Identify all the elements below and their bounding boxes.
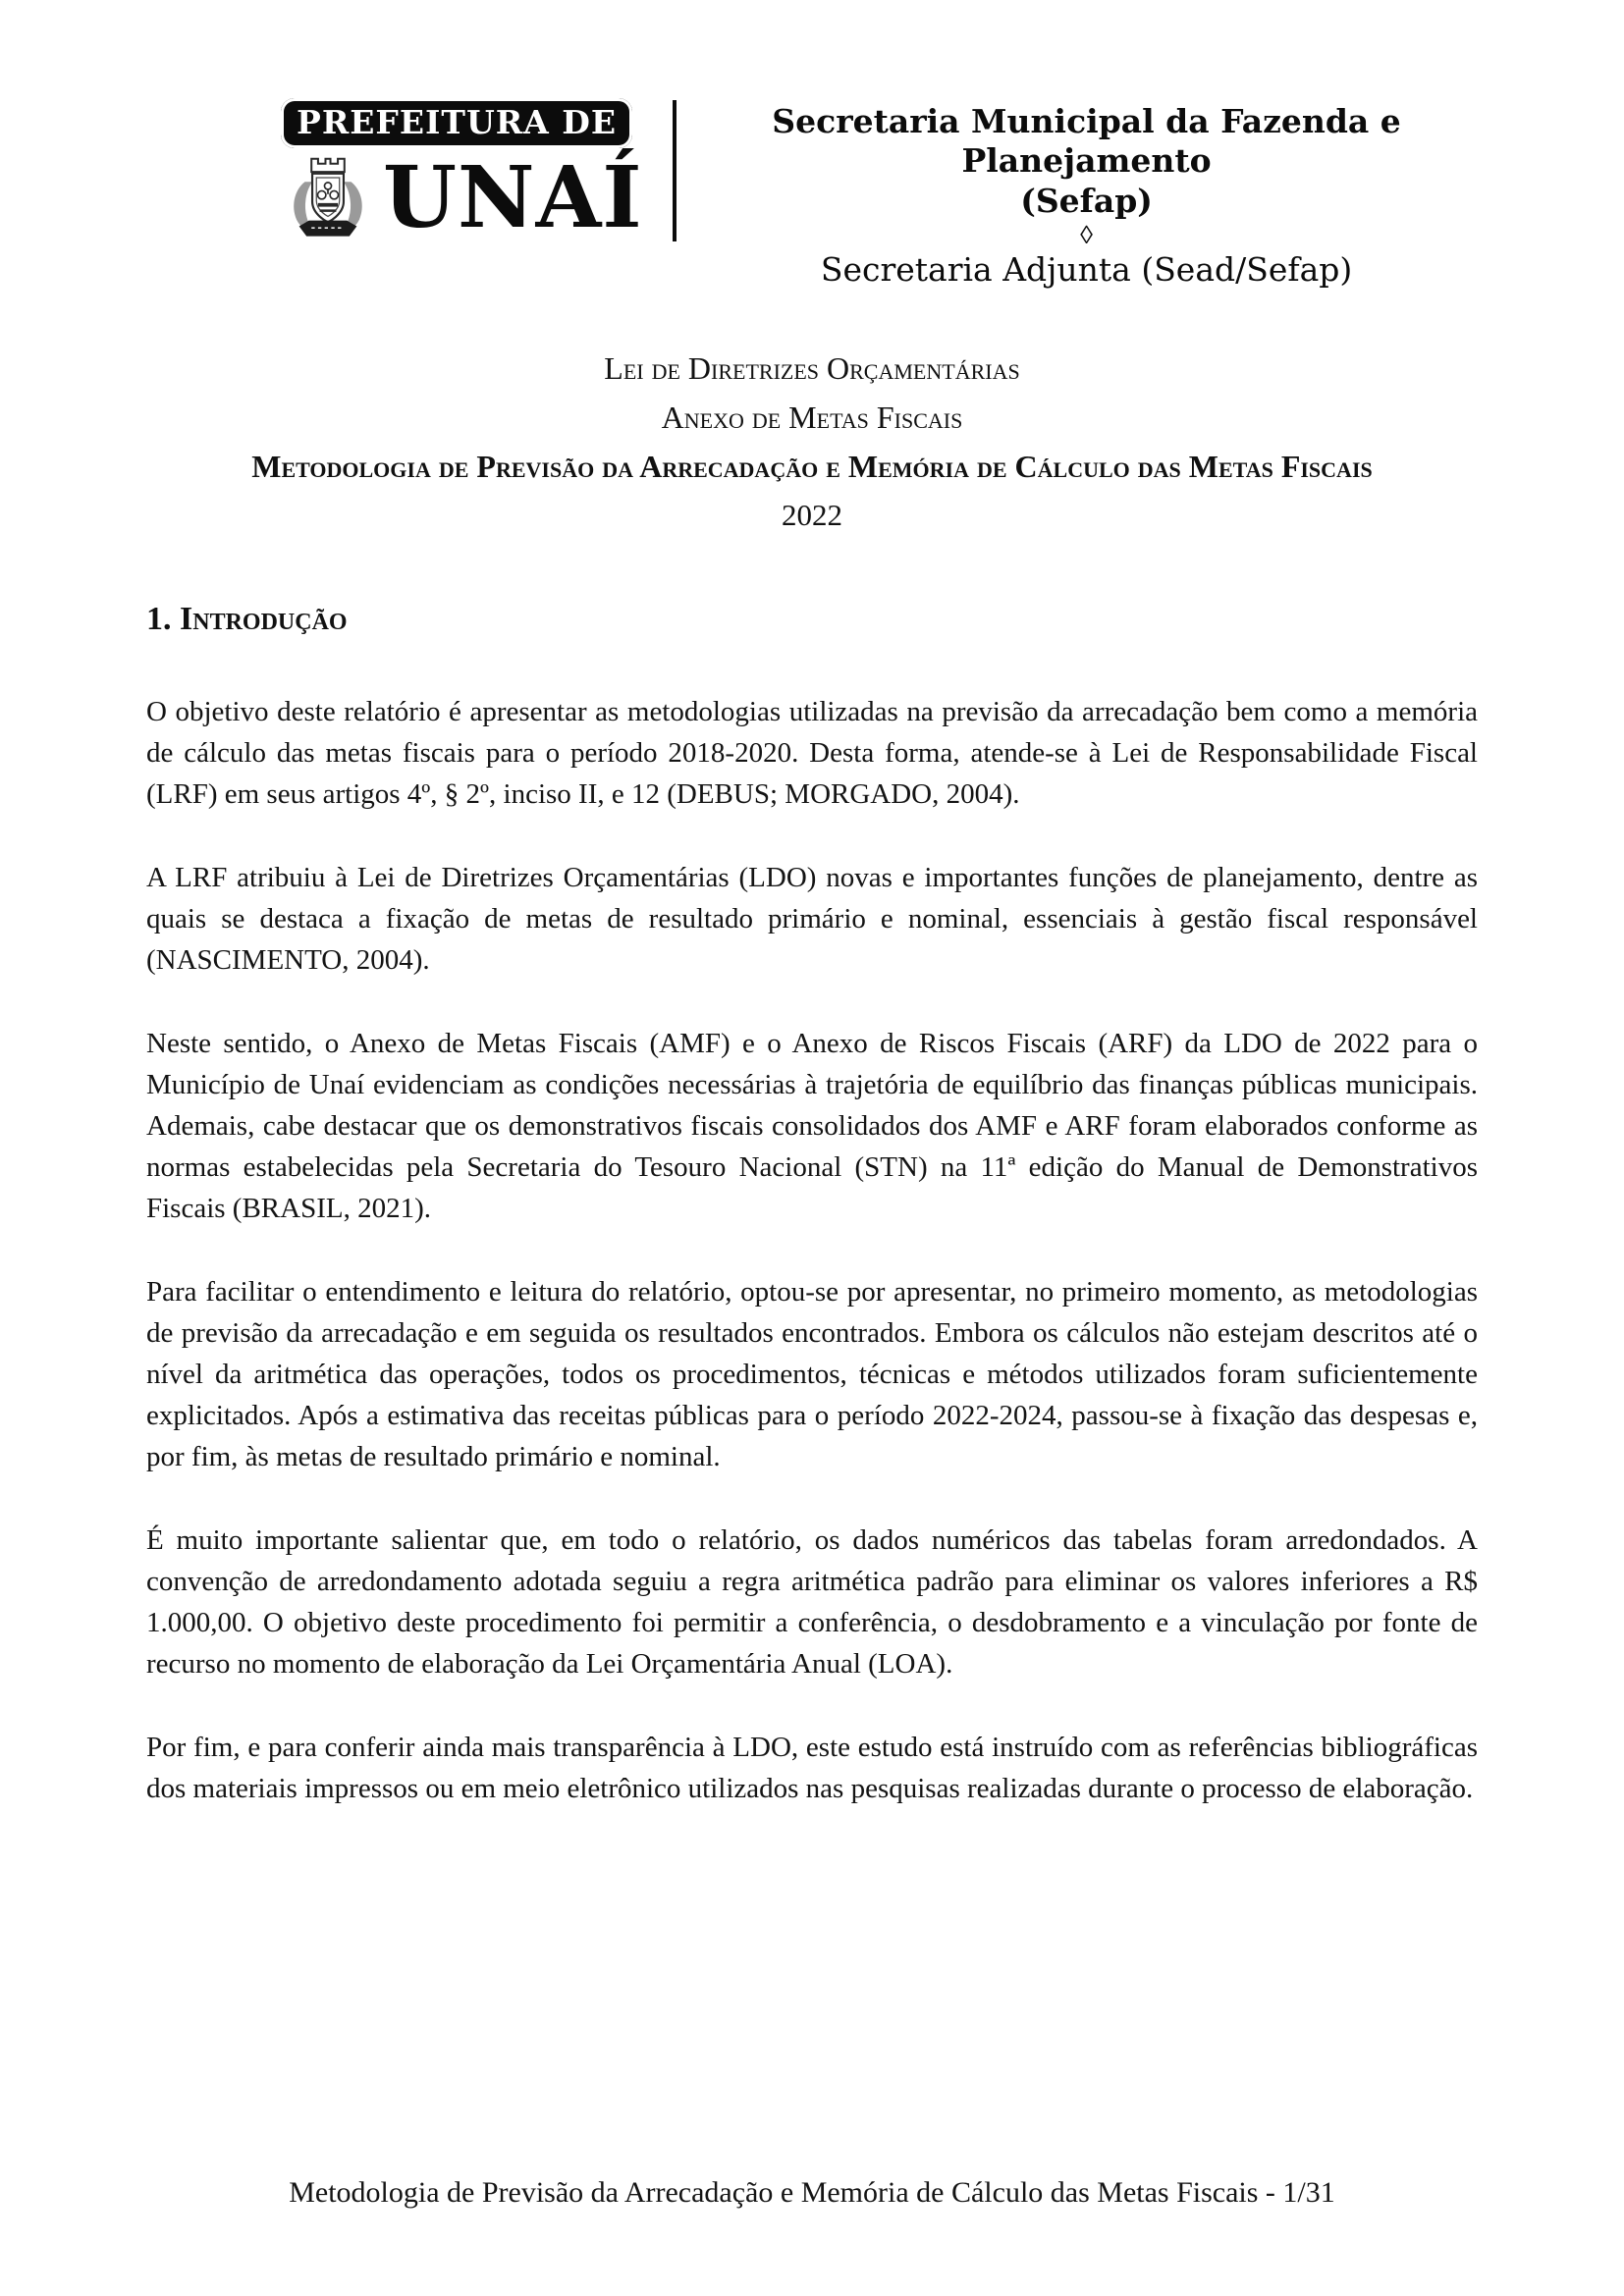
title-line-metodologia: Metodologia de Previsão da Arrecadação e Memória de Cálculo das Metas Fiscais	[251, 449, 1373, 485]
paragraph: Para facilitar o entendimento e leitura do relatório, optou-se por apresentar, no primeiro momento, as metodologias de previsão da arrecadação e em seguida os resultados encontrados. Embora os cálculos não estejam descritos até o nível da aritmética das operações, todos os procedimentos, técnicas e métodos utilizados foram suficientemente explicitados. Após a estimativa das receitas públicas para o período 2022-2024, passou-se à fixação das despesas e, por fim, às metas de resultado primário e nominal.	[146, 1276, 1478, 1473]
paragraph: Neste sentido, o Anexo de Metas Fiscais (AMF) e o Anexo de Riscos Fiscais (ARF) da LDO de 2022 para o Município de Unaí evidenciam as condições necessárias à trajetória de equilíbrio das finanças públicas municipais. Ademais, cabe destacar que os demonstrativos fiscais consolidados dos AMF e ARF foram elaborados conforme as normas estabelecidas pela Secretaria do Tesouro Nacional (STN) na 11ª edição do Manual de Demonstrativos Fiscais (BRASIL, 2021).	[146, 1028, 1478, 1225]
header-divider	[673, 100, 677, 241]
paragraph: Por fim, e para conferir ainda mais transparência à LDO, este estudo está instruído com as referências bibliográficas dos materiais impressos ou em meio eletrônico utilizados nas pesquisas realizadas durante o processo de elaboração.	[146, 1732, 1478, 1805]
org-subunit-line: Secretaria Adjunta (Sead/Sefap)	[820, 249, 1353, 289]
city-name: UNAÍ	[383, 148, 643, 248]
document-title-block	[0, 344, 1624, 540]
org-block	[704, 98, 1470, 289]
unai-coat-of-arms-icon	[283, 152, 373, 244]
prefeitura-de-badge: PREFEITURA DE	[281, 98, 632, 148]
diamond-separator-icon: ◊	[1080, 220, 1093, 249]
document-body	[0, 601, 1624, 1809]
org-acronym-line: (Sefap)	[1020, 181, 1153, 220]
org-name-line: Secretaria Municipal da Fazenda e Planejamento	[772, 102, 1401, 181]
prefeitura-unai-logo	[281, 98, 643, 248]
paragraph: A LRF atribuiu à Lei de Diretrizes Orçamentárias (LDO) novas e importantes funções de planejamento, dentre as quais se destaca a fixação de metas de resultado primário e nominal, essenciais à gestão fiscal responsável (NASCIMENTO, 2004).	[146, 862, 1478, 977]
title-line-ldo: Lei de Diretrizes Orçamentárias	[604, 350, 1020, 387]
logo-row	[281, 148, 643, 248]
section-heading-introducao: 1. Introdução	[146, 601, 348, 638]
title-line-anexo: Anexo de Metas Fiscais	[661, 400, 963, 436]
page-footer: Metodologia de Previsão da Arrecadação e Memória de Cálculo das Metas Fiscais - 1/31	[289, 2176, 1335, 2209]
title-year: 2022	[782, 498, 842, 533]
paragraph: O objetivo deste relatório é apresentar as metodologias utilizadas na previsão da arrecadação bem como a memória de cálculo das metas fiscais para o período 2018-2020. Desta forma, atende-se à Lei de Responsabilidade Fiscal (LRF) em seus artigos 4º, § 2º, inciso II, e 12 (DEBUS; MORGADO, 2004).	[146, 696, 1478, 811]
letterhead	[281, 98, 1624, 289]
paragraph: É muito importante salientar que, em todo o relatório, os dados numéricos das tabelas foram arredondados. A convenção de arredondamento adotada seguiu a regra aritmética padrão para eliminar os valores inferiores a R$ 1.000,00. O objetivo deste procedimento foi permitir a conferência, o desdobramento e a vinculação por fonte de recurso no momento de elaboração da Lei Orçamentária Anual (LOA).	[146, 1524, 1478, 1681]
